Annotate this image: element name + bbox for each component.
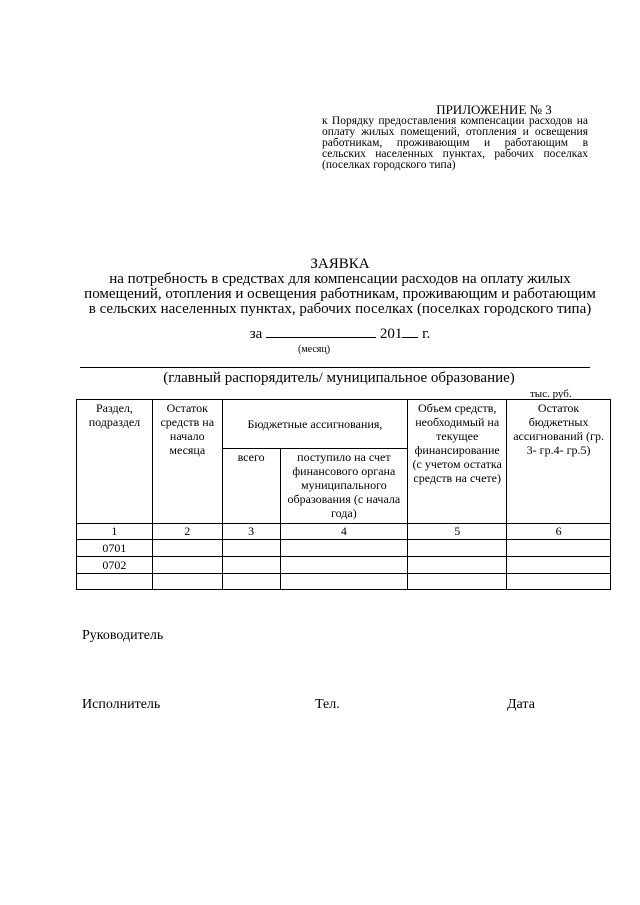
table-cell[interactable] <box>507 557 611 574</box>
table-cell[interactable] <box>408 574 507 590</box>
request-table <box>76 399 611 590</box>
table-cell[interactable] <box>222 540 280 557</box>
org-underline[interactable] <box>80 367 590 368</box>
column-number: 6 <box>507 524 611 540</box>
table-cell[interactable] <box>408 557 507 574</box>
header-total: всего <box>222 449 280 524</box>
table-cell[interactable] <box>222 557 280 574</box>
document-heading <box>80 257 600 317</box>
signature-head: Руководитель <box>82 628 164 643</box>
units-label: тыс. руб. <box>530 388 572 400</box>
column-numbers-row <box>77 524 611 540</box>
header-section: Раздел, подраздел <box>77 400 153 524</box>
column-number: 3 <box>222 524 280 540</box>
table-cell[interactable] <box>152 557 222 574</box>
appendix-text: к Порядку предоставления компенсации расходов на оплату жилых помещений, отопления и освещения работникам, проживающим и работающим в сельских населенных пунктах, рабочих поселках (поселках городского типа) <box>322 115 588 171</box>
month-blank[interactable] <box>266 325 376 338</box>
year-blank[interactable] <box>402 325 418 338</box>
table-header-row <box>77 400 611 449</box>
header-funding-needed: Объем средств, необходимый на текущее финансирование (с учетом остатка средств на счете) <box>408 400 507 524</box>
document-title: ЗАЯВКА <box>310 256 370 272</box>
column-number: 1 <box>77 524 153 540</box>
period-line <box>80 325 600 343</box>
row-code <box>77 574 153 590</box>
header-received: поступило на счет финансового органа муниципального образования (с начала года) <box>280 449 408 524</box>
table-row <box>77 557 611 574</box>
table-cell[interactable] <box>507 540 611 557</box>
row-code: 0702 <box>77 557 153 574</box>
table-cell[interactable] <box>280 574 408 590</box>
period-suffix: г. <box>422 326 431 342</box>
year-prefix: 201 <box>379 326 403 342</box>
period-prefix: за <box>249 326 263 342</box>
header-budget-group: Бюджетные ассигнования, <box>222 400 408 449</box>
table-row <box>77 540 611 557</box>
table-cell[interactable] <box>222 574 280 590</box>
signature-executor: Исполнитель <box>82 697 161 712</box>
row-code: 0701 <box>77 540 153 557</box>
document-subtitle: на потребность в средствах для компенсации расходов на оплату жилых помещений, отопления и освещения работникам, проживающим и работающим в сельских населенных пунктах, рабочих поселках (поселках городского типа) <box>84 271 596 317</box>
table-cell[interactable] <box>152 574 222 590</box>
month-caption: (месяц) <box>298 344 331 355</box>
table-cell[interactable] <box>152 540 222 557</box>
table-row <box>77 574 611 590</box>
header-remaining: Остаток бюджетных ассигнований (гр. 3- гр.4- гр.5) <box>507 400 611 524</box>
table-cell[interactable] <box>280 540 408 557</box>
signature-phone: Тел. <box>315 697 340 712</box>
signature-date: Дата <box>507 697 535 712</box>
column-number: 4 <box>280 524 408 540</box>
appendix-title: ПРИЛОЖЕНИЕ № 3 <box>436 102 552 117</box>
table-cell[interactable] <box>507 574 611 590</box>
table-cell[interactable] <box>408 540 507 557</box>
table-cell[interactable] <box>280 557 408 574</box>
column-number: 2 <box>152 524 222 540</box>
column-number: 5 <box>408 524 507 540</box>
appendix-block <box>322 104 588 171</box>
org-caption: (главный распорядитель/ муниципальное образование) <box>163 370 515 386</box>
header-balance-start: Остаток средств на начало месяца <box>152 400 222 524</box>
